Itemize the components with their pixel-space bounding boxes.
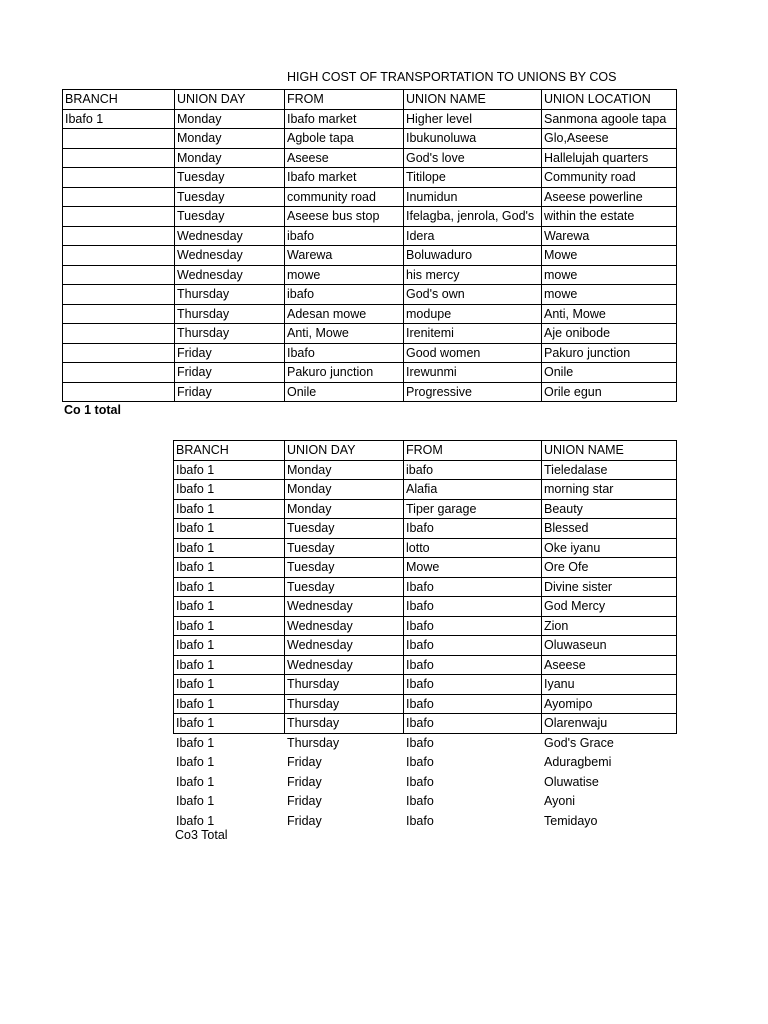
table-cell: Aseese	[542, 655, 677, 675]
table-cell: Olarenwaju	[542, 714, 677, 734]
table-cell: Ibafo 1	[176, 774, 215, 789]
table-row	[63, 148, 677, 168]
table-cell: Ibafo	[404, 675, 542, 695]
column-header: UNION DAY	[175, 90, 285, 110]
table-cell: Aje onibode	[542, 324, 677, 344]
table-cell: Mowe	[542, 246, 677, 266]
table-cell: Ibafo 1	[63, 109, 175, 129]
table-cell: Tuesday	[175, 168, 285, 188]
table-cell: Ibafo	[404, 519, 542, 539]
table-cell: Ibafo 1	[176, 735, 215, 750]
table-cell: Thursday	[285, 694, 404, 714]
table-cell: Friday	[175, 343, 285, 363]
table-cell: Ibafo 1	[174, 499, 285, 519]
table-cell: Ibafo	[406, 813, 434, 828]
table-cell: Ibafo 1	[174, 616, 285, 636]
table-cell: Ibafo 1	[174, 519, 285, 539]
table-cell: mowe	[542, 265, 677, 285]
table-row	[63, 168, 677, 188]
column-header: BRANCH	[174, 441, 285, 461]
table-row	[174, 753, 677, 773]
table-cell: Onile	[285, 382, 404, 402]
table-cell: Thursday	[175, 285, 285, 305]
co3-total-label: Co3 Total	[175, 828, 228, 842]
table-cell: Ifelagba, jenrola, God's	[404, 207, 542, 227]
table-cell: Ibafo market	[285, 168, 404, 188]
table-cell: Aseese powerline	[542, 187, 677, 207]
table-cell: mowe	[542, 285, 677, 305]
table-cell: Wednesday	[285, 616, 404, 636]
table-row	[63, 265, 677, 285]
table-cell	[63, 207, 175, 227]
table-cell: Monday	[175, 129, 285, 149]
table-row	[174, 636, 677, 656]
table-cell: Warewa	[285, 246, 404, 266]
table-cell: Aseese	[285, 148, 404, 168]
table-cell: Monday	[285, 460, 404, 480]
table-cell: Ayoni	[544, 794, 576, 809]
page-title: HIGH COST OF TRANSPORTATION TO UNIONS BY COS	[287, 70, 617, 84]
table-cell: Tiper garage	[404, 499, 542, 519]
table-cell: Aduragbemi	[544, 755, 612, 770]
table-cell: Blessed	[542, 519, 677, 539]
table-cell: Tuesday	[285, 519, 404, 539]
table-cell: Ibafo 1	[174, 655, 285, 675]
table-cell: Ibafo 1	[174, 597, 285, 617]
table-cell	[63, 343, 175, 363]
table-cell: Monday	[285, 480, 404, 500]
table-row	[174, 558, 677, 578]
co1-total-label: Co 1 total	[64, 403, 121, 417]
table-cell: Thursday	[285, 675, 404, 695]
table-cell: Ibafo 1	[174, 480, 285, 500]
table-cell: Ibafo	[404, 616, 542, 636]
header-row	[174, 441, 677, 461]
table-cell: Tuesday	[175, 207, 285, 227]
table-cell: Divine sister	[542, 577, 677, 597]
table-row	[63, 285, 677, 305]
table-cell: Ayomipo	[542, 694, 677, 714]
table-cell: Thursday	[285, 714, 404, 734]
table-cell: Ibafo	[406, 735, 434, 750]
table-cell: Ibafo 1	[174, 636, 285, 656]
column-header: BRANCH	[63, 90, 175, 110]
table-cell: Higher level	[404, 109, 542, 129]
table-cell: Ibafo	[404, 655, 542, 675]
table-row	[174, 519, 677, 539]
table-cell: Ibafo	[406, 755, 434, 770]
table-cell: Progressive	[404, 382, 542, 402]
table-cell: Friday	[287, 813, 322, 828]
table-cell: Monday	[175, 148, 285, 168]
table-cell: Hallelujah quarters	[542, 148, 677, 168]
table-cell: modupe	[404, 304, 542, 324]
table-cell: Orile egun	[542, 382, 677, 402]
table-cell: Ibafo 1	[174, 460, 285, 480]
table-row	[63, 187, 677, 207]
table-cell: Zion	[542, 616, 677, 636]
table-cell	[63, 246, 175, 266]
table-cell: Ibafo	[404, 694, 542, 714]
table-cell: Ibafo	[406, 774, 434, 789]
table-cell: Tuesday	[285, 538, 404, 558]
table-cell	[63, 304, 175, 324]
table-row	[174, 733, 677, 753]
table-cell: Monday	[175, 109, 285, 129]
table-cell: Tuesday	[285, 577, 404, 597]
table-cell: Ibafo 1	[174, 694, 285, 714]
table-cell: Anti, Mowe	[542, 304, 677, 324]
table-cell: Agbole tapa	[285, 129, 404, 149]
table-cell: Pakuro junction	[285, 363, 404, 383]
table-cell: Ibafo	[285, 343, 404, 363]
table-cell: Ore Ofe	[542, 558, 677, 578]
table-cell	[63, 148, 175, 168]
table-cell: Monday	[285, 499, 404, 519]
table-cell: Wednesday	[175, 265, 285, 285]
column-header: FROM	[404, 441, 542, 461]
table-row	[63, 304, 677, 324]
table-cell	[63, 265, 175, 285]
table-cell: Inumidun	[404, 187, 542, 207]
table-cell: Wednesday	[175, 246, 285, 266]
table-cell: Wednesday	[285, 655, 404, 675]
table-row	[174, 538, 677, 558]
column-header: UNION LOCATION	[542, 90, 677, 110]
table-row	[63, 246, 677, 266]
table-cell: Thursday	[175, 304, 285, 324]
table-cell: Boluwaduro	[404, 246, 542, 266]
table-cell: Oluwaseun	[542, 636, 677, 656]
table-cell	[63, 168, 175, 188]
co3-union-table	[173, 440, 677, 831]
co1-union-table	[62, 89, 677, 402]
header-row	[63, 90, 677, 110]
table-cell: Tieledalase	[542, 460, 677, 480]
table-cell: Ibukunoluwa	[404, 129, 542, 149]
table-cell: ibafo	[285, 285, 404, 305]
table-cell: lotto	[404, 538, 542, 558]
table-cell: Ibafo	[406, 794, 434, 809]
table-cell: Mowe	[404, 558, 542, 578]
table-cell: Sanmona agoole tapa	[542, 109, 677, 129]
table-row	[63, 324, 677, 344]
table-cell: Ibafo 1	[174, 538, 285, 558]
table-cell: Friday	[175, 382, 285, 402]
table-row	[174, 616, 677, 636]
table-cell: Ibafo 1	[174, 577, 285, 597]
table-cell: Friday	[287, 755, 322, 770]
column-header: UNION NAME	[404, 90, 542, 110]
table-cell: Friday	[287, 794, 322, 809]
table-cell: Ibafo 1	[174, 714, 285, 734]
table-cell: Community road	[542, 168, 677, 188]
table-cell	[63, 382, 175, 402]
table-cell: Ibafo	[404, 636, 542, 656]
table-row	[63, 343, 677, 363]
table-cell: Onile	[542, 363, 677, 383]
table-cell: Wednesday	[285, 597, 404, 617]
table-cell: Thursday	[175, 324, 285, 344]
table-cell: Wednesday	[285, 636, 404, 656]
table-cell: Glo,Aseese	[542, 129, 677, 149]
table-cell: Friday	[287, 774, 322, 789]
table-cell: Friday	[175, 363, 285, 383]
table-cell: Aseese bus stop	[285, 207, 404, 227]
table-row	[174, 675, 677, 695]
table-cell: Warewa	[542, 226, 677, 246]
table-cell: morning star	[542, 480, 677, 500]
column-header: UNION NAME	[542, 441, 677, 461]
table-cell	[63, 285, 175, 305]
table-cell: Iyanu	[542, 675, 677, 695]
table-row	[174, 655, 677, 675]
table-cell	[63, 363, 175, 383]
table-cell	[63, 324, 175, 344]
table-row	[174, 694, 677, 714]
table-cell	[63, 129, 175, 149]
table-row	[174, 772, 677, 792]
table-cell	[63, 226, 175, 246]
table-row	[63, 207, 677, 227]
table-cell: Good women	[404, 343, 542, 363]
table-row	[63, 363, 677, 383]
table-cell: community road	[285, 187, 404, 207]
column-header: UNION DAY	[285, 441, 404, 461]
table-cell: Oluwatise	[544, 774, 599, 789]
table-cell: mowe	[285, 265, 404, 285]
table-row	[174, 460, 677, 480]
table-row	[63, 129, 677, 149]
table-cell: Irenitemi	[404, 324, 542, 344]
table-cell: Alafia	[404, 480, 542, 500]
table-cell: Pakuro junction	[542, 343, 677, 363]
table-cell: Tuesday	[175, 187, 285, 207]
table-row	[174, 577, 677, 597]
table-cell: Oke iyanu	[542, 538, 677, 558]
table-cell: his mercy	[404, 265, 542, 285]
table-cell	[63, 187, 175, 207]
table-cell: Ibafo	[404, 597, 542, 617]
table-row	[174, 499, 677, 519]
table-cell: Ibafo 1	[174, 675, 285, 695]
table-cell: Ibafo 1	[174, 558, 285, 578]
table-cell: God's love	[404, 148, 542, 168]
table-row	[63, 382, 677, 402]
table-cell: Anti, Mowe	[285, 324, 404, 344]
table-cell: Ibafo 1	[176, 755, 215, 770]
table-cell: Thursday	[287, 735, 340, 750]
table-cell: Adesan mowe	[285, 304, 404, 324]
table-row	[174, 792, 677, 812]
table-cell: Idera	[404, 226, 542, 246]
table-row	[174, 480, 677, 500]
table-cell: Ibafo	[404, 714, 542, 734]
table-row	[174, 714, 677, 734]
column-header: FROM	[285, 90, 404, 110]
table-row	[174, 811, 677, 831]
table-cell: Temidayo	[544, 813, 598, 828]
table-cell: God's Grace	[544, 735, 614, 750]
table-cell: within the estate	[542, 207, 677, 227]
table-cell: Ibafo 1	[176, 813, 215, 828]
table-cell: Ibafo market	[285, 109, 404, 129]
table-cell: Wednesday	[175, 226, 285, 246]
table-row	[63, 226, 677, 246]
table-cell: ibafo	[404, 460, 542, 480]
table-cell: Ibafo	[404, 577, 542, 597]
table-cell: Tuesday	[285, 558, 404, 578]
table-cell: Beauty	[542, 499, 677, 519]
table-cell: God's own	[404, 285, 542, 305]
table-cell: God Mercy	[542, 597, 677, 617]
table-cell: Irewunmi	[404, 363, 542, 383]
table-cell: ibafo	[285, 226, 404, 246]
table-cell: Titilope	[404, 168, 542, 188]
table-row	[63, 109, 677, 129]
table-cell: Ibafo 1	[176, 794, 215, 809]
table-row	[174, 597, 677, 617]
